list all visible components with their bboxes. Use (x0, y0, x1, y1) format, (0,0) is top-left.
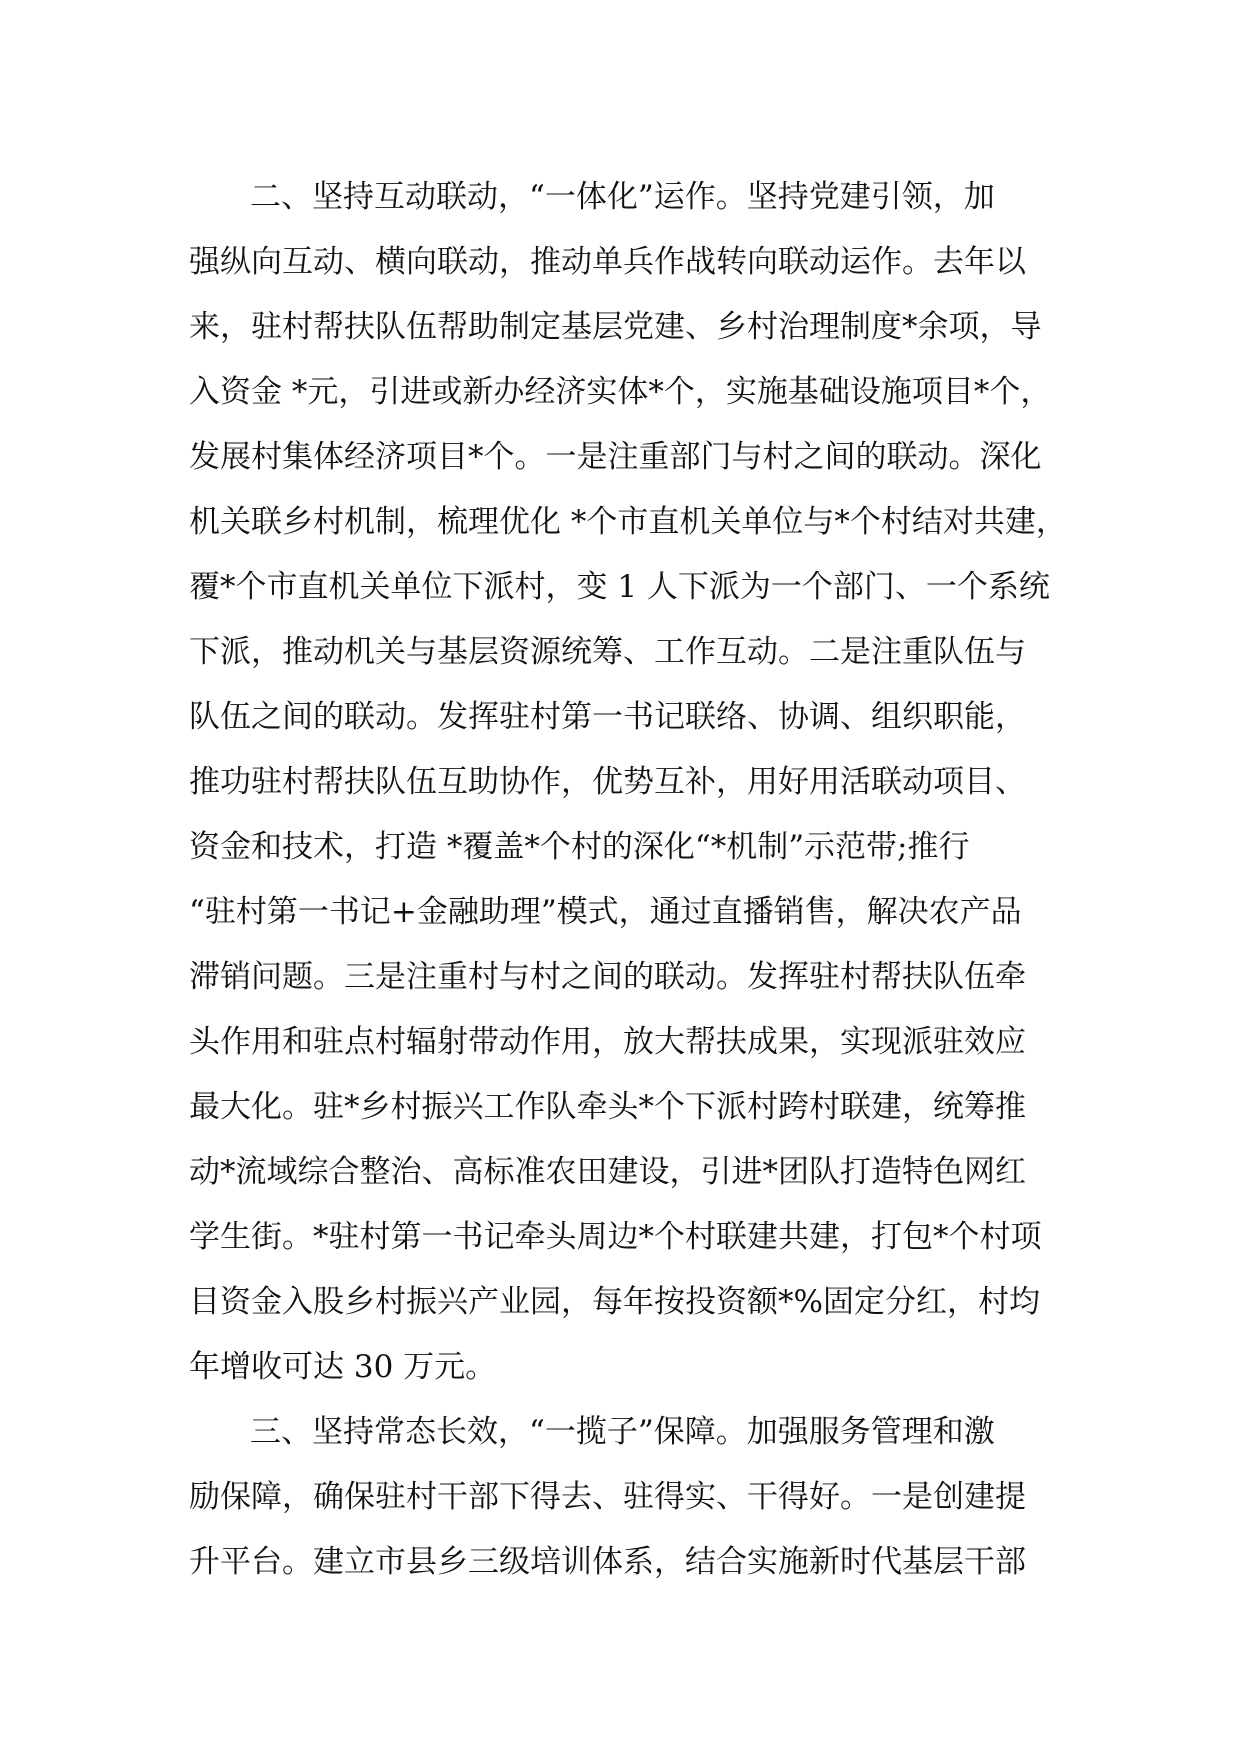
text-line: 推功驻村帮扶队伍互助协作，优势互补，用好用活联动项目、 (189, 764, 1026, 800)
paragraph-3-heading-line: 三、坚持常态长效，“一揽子”保障。加强服务管理和激 (250, 1414, 995, 1450)
text-line: 机关联乡村机制，梳理优化 *个市直机关单位与*个村结对共建， (189, 504, 1067, 540)
text-line: 动*流域综合整治、高标准农田建设，引进*团队打造特色网红 (189, 1154, 1026, 1190)
text-line: 年增收可达 30 万元。 (189, 1349, 497, 1385)
text-line: 下派，推动机关与基层资源统筹、工作互动。二是注重队伍与 (189, 634, 1026, 670)
text-line: 学生街。*驻村第一书记牵头周边*个村联建共建，打包*个村项 (189, 1219, 1042, 1255)
text-line: “驻村第一书记+金融助理”模式，通过直播销售，解决农产品 (189, 894, 1022, 930)
text-line: 最大化。驻*乡村振兴工作队牵头*个下派村跨村联建，统筹推 (189, 1089, 1026, 1125)
text-line: 入资金 *元，引进或新办经济实体*个，实施基础设施项目*个， (189, 374, 1052, 410)
paragraph-2-heading-line: 二、坚持互动联动，“一体化”运作。坚持党建引领，加 (250, 179, 995, 215)
text-line: 来，驻村帮扶队伍帮助制定基层党建、乡村治理制度*余项，导 (189, 309, 1042, 345)
text-line: 覆*个市直机关单位下派村，变 1 人下派为一个部门、一个系统 (189, 569, 1050, 605)
text-line: 头作用和驻点村辐射带动作用，放大帮扶成果，实现派驻效应 (189, 1024, 1026, 1060)
text-line: 滞销问题。三是注重村与村之间的联动。发挥驻村帮扶队伍牵 (189, 959, 1026, 995)
text-line: 资金和技术，打造 *覆盖*个村的深化“*机制”示范带;推行 (189, 829, 970, 865)
text-line: 目资金入股乡村振兴产业园，每年按投资额*%固定分红，村均 (189, 1284, 1040, 1320)
text-line: 励保障，确保驻村干部下得去、驻得实、干得好。一是创建提 (189, 1479, 1026, 1515)
text-line: 强纵向互动、横向联动，推动单兵作战转向联动运作。去年以 (189, 244, 1026, 280)
text-line: 升平台。建立市县乡三级培训体系，结合实施新时代基层干部 (189, 1544, 1026, 1580)
body-text (189, 165, 1089, 1595)
text-line: 发展村集体经济项目*个。一是注重部门与村之间的联动。深化 (189, 439, 1042, 475)
text-line: 队伍之间的联动。发挥驻村第一书记联络、协调、组织职能， (189, 699, 1026, 735)
